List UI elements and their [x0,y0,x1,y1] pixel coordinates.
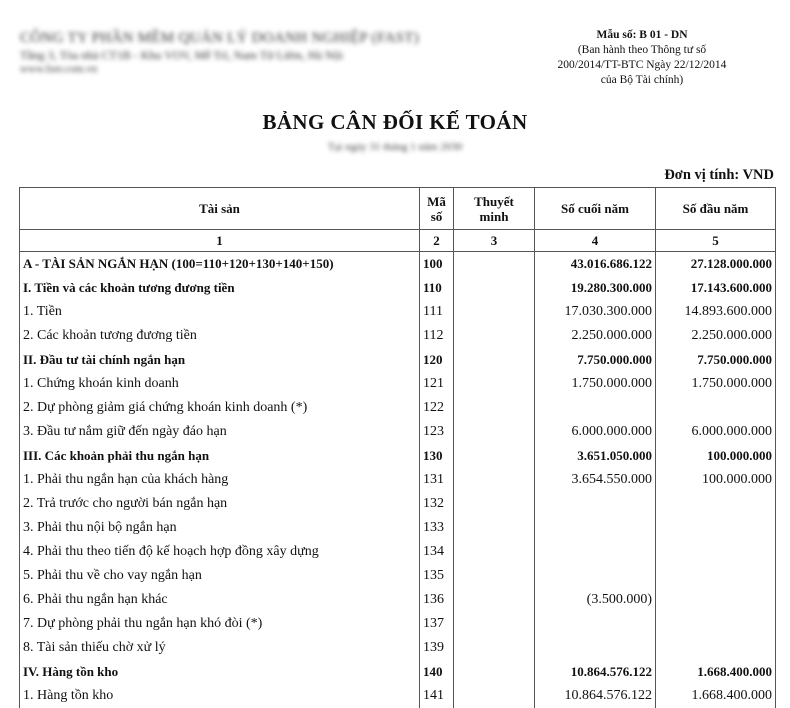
asset-name-cell: A - TÀI SẢN NGẮN HẠN (100=110+120+130+140+150) [20,252,420,277]
index-2: 2 [420,230,454,252]
code-cell: 120 [420,348,454,372]
company-name: CÔNG TY PHẦN MỀM QUẢN LÝ DOANH NGHIỆP (FAST) [20,30,420,46]
end-of-year-value: 17.030.300.000 [535,300,656,324]
table-row [20,252,776,277]
header-start-of-year: Số đầu năm [656,188,776,230]
table-row [20,420,776,444]
start-of-year-value: 7.750.000.000 [656,348,776,372]
asset-name-cell: 6. Phải thu ngắn hạn khác [20,588,420,612]
currency-unit: Đơn vị tính: VND [664,167,774,183]
end-of-year-value: 2.250.000.000 [535,324,656,348]
note-cell [454,588,535,612]
form-line-3: của Bộ Tài chính) [600,74,684,86]
start-of-year-value [656,636,776,660]
asset-name-cell: 2. Trả trước cho người bán ngắn hạn [20,492,420,516]
asset-name-cell: IV. Hàng tồn kho [20,660,420,684]
end-of-year-value [535,516,656,540]
note-cell [454,540,535,564]
start-of-year-value [656,492,776,516]
asset-name-cell: 3. Đầu tư nắm giữ đến ngày đáo hạn [20,420,420,444]
asset-name-cell: I. Tiền và các khoản tương đương tiền [20,276,420,300]
end-of-year-value: 10.864.576.122 [535,660,656,684]
end-of-year-value: 6.000.000.000 [535,420,656,444]
table-header-row [20,188,776,230]
table-row [20,444,776,468]
start-of-year-value [656,612,776,636]
table-row [20,300,776,324]
note-cell [454,444,535,468]
code-cell: 133 [420,516,454,540]
asset-name-cell: 2. Dự phòng giảm giá chứng khoán kinh doanh (*) [20,396,420,420]
code-cell: 141 [420,684,454,708]
start-of-year-value [656,396,776,420]
asset-name-cell: 5. Phải thu về cho vay ngắn hạn [20,564,420,588]
report-date: Tại ngày 31 tháng 1 năm 2030 [327,141,463,153]
end-of-year-value: 3.651.050.000 [535,444,656,468]
asset-name-cell: 1. Phải thu ngắn hạn của khách hàng [20,468,420,492]
code-cell: 121 [420,372,454,396]
end-of-year-value [535,540,656,564]
table-row [20,276,776,300]
start-of-year-value: 100.000.000 [656,468,776,492]
report-title: BẢNG CÂN ĐỐI KẾ TOÁN [262,110,528,134]
code-cell: 131 [420,468,454,492]
note-cell [454,396,535,420]
end-of-year-value [535,612,656,636]
note-cell [454,564,535,588]
code-cell: 111 [420,300,454,324]
note-cell [454,324,535,348]
start-of-year-value: 1.668.400.000 [656,684,776,708]
asset-name-cell: 3. Phải thu nội bộ ngắn hạn [20,516,420,540]
end-of-year-value [535,492,656,516]
start-of-year-value: 17.143.600.000 [656,276,776,300]
table-row [20,396,776,420]
start-of-year-value: 27.128.000.000 [656,252,776,277]
asset-name-cell: III. Các khoản phải thu ngắn hạn [20,444,420,468]
start-of-year-value: 100.000.000 [656,444,776,468]
code-cell: 139 [420,636,454,660]
table-row [20,348,776,372]
table-row [20,492,776,516]
code-cell: 134 [420,540,454,564]
header-asset: Tài sản [20,188,420,230]
code-cell: 123 [420,420,454,444]
note-cell [454,612,535,636]
code-cell: 137 [420,612,454,636]
header-code: Mã số [420,188,454,230]
form-line-2: 200/2014/TT-BTC Ngày 22/12/2014 [557,59,727,71]
note-cell [454,276,535,300]
note-cell [454,300,535,324]
end-of-year-value: 10.864.576.122 [535,684,656,708]
note-cell [454,468,535,492]
start-of-year-value [656,588,776,612]
index-1: 1 [20,230,420,252]
asset-name-cell: 8. Tài sản thiếu chờ xử lý [20,636,420,660]
table-index-row [20,230,776,252]
asset-name-cell: 7. Dự phòng phải thu ngắn hạn khó đòi (*) [20,612,420,636]
note-cell [454,252,535,277]
table-row [20,468,776,492]
company-header [20,30,440,77]
code-cell: 110 [420,276,454,300]
asset-name-cell: 1. Chứng khoán kinh doanh [20,372,420,396]
asset-name-cell: 1. Tiền [20,300,420,324]
index-5: 5 [656,230,776,252]
end-of-year-value [535,396,656,420]
code-cell: 132 [420,492,454,516]
end-of-year-value: 19.280.300.000 [535,276,656,300]
end-of-year-value: 1.750.000.000 [535,372,656,396]
note-cell [454,372,535,396]
asset-name-cell: 2. Các khoản tương đương tiền [20,324,420,348]
table-row [20,660,776,684]
code-cell: 112 [420,324,454,348]
end-of-year-value [535,636,656,660]
table-row [20,684,776,708]
balance-sheet-table [19,187,776,708]
header-end-of-year: Số cuối năm [535,188,656,230]
table-row [20,636,776,660]
start-of-year-value: 1.750.000.000 [656,372,776,396]
start-of-year-value: 1.668.400.000 [656,660,776,684]
end-of-year-value: 7.750.000.000 [535,348,656,372]
table-row [20,588,776,612]
start-of-year-value [656,516,776,540]
end-of-year-value: (3.500.000) [535,588,656,612]
form-line-1: (Ban hành theo Thông tư số [577,44,707,56]
code-cell: 135 [420,564,454,588]
form-code: Mẫu số: B 01 - DN [596,29,688,41]
start-of-year-value: 14.893.600.000 [656,300,776,324]
table-row [20,516,776,540]
table-row [20,564,776,588]
end-of-year-value: 43.016.686.122 [535,252,656,277]
company-website: www.fast.com.vn [20,63,98,75]
header-note: Thuyết minh [454,188,535,230]
note-cell [454,636,535,660]
code-cell: 100 [420,252,454,277]
note-cell [454,492,535,516]
note-cell [454,420,535,444]
asset-name-cell: 1. Hàng tồn kho [20,684,420,708]
start-of-year-value [656,540,776,564]
end-of-year-value: 3.654.550.000 [535,468,656,492]
table-row [20,372,776,396]
code-cell: 140 [420,660,454,684]
code-cell: 136 [420,588,454,612]
note-cell [454,684,535,708]
start-of-year-value [656,564,776,588]
index-3: 3 [454,230,535,252]
table-row [20,324,776,348]
asset-name-cell: 4. Phải thu theo tiến độ kế hoạch hợp đồng xây dựng [20,540,420,564]
asset-name-cell: II. Đầu tư tài chính ngắn hạn [20,348,420,372]
start-of-year-value: 6.000.000.000 [656,420,776,444]
note-cell [454,660,535,684]
company-address: Tầng 3, Tòa nhà CT1B - Khu VOV, Mễ Trì, Nam Từ Liêm, Hà Nội [20,48,343,62]
note-cell [454,516,535,540]
note-cell [454,348,535,372]
table-row [20,612,776,636]
start-of-year-value: 2.250.000.000 [656,324,776,348]
end-of-year-value [535,564,656,588]
table-row [20,540,776,564]
code-cell: 130 [420,444,454,468]
form-info [520,28,764,88]
index-4: 4 [535,230,656,252]
code-cell: 122 [420,396,454,420]
